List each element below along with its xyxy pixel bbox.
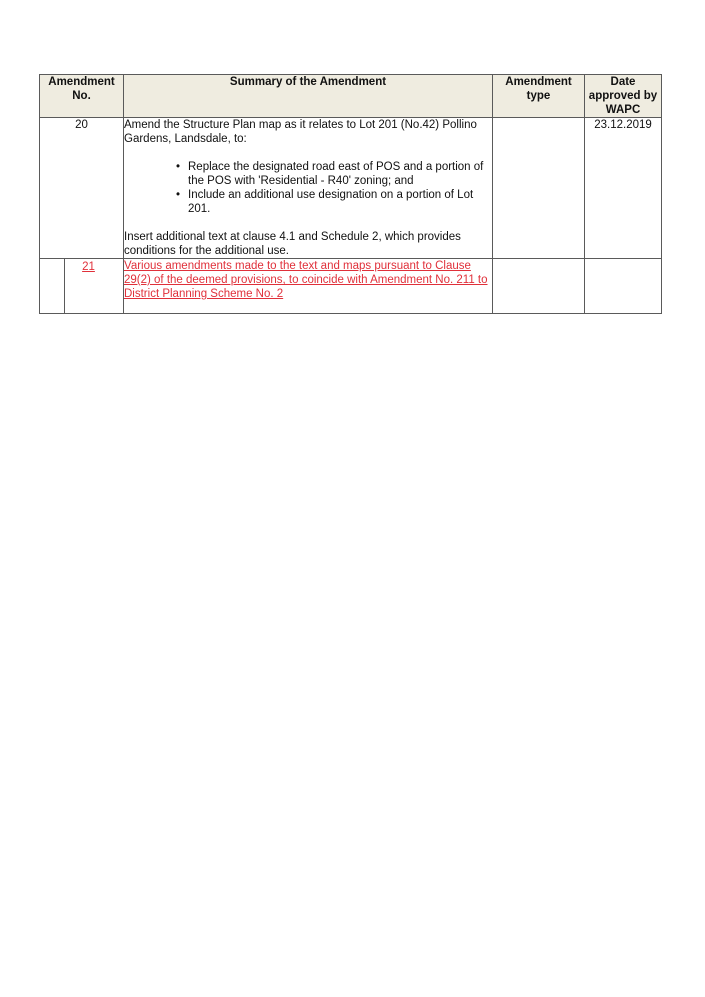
header-summary: Summary of the Amendment bbox=[124, 75, 493, 118]
amendment-summary bbox=[124, 118, 493, 259]
amendments-table bbox=[39, 74, 662, 314]
summary-bullet-item bbox=[176, 188, 492, 216]
amendment-summary bbox=[124, 259, 493, 314]
date-approved: 23.12.2019 bbox=[585, 118, 662, 259]
summary-bullet-text: Replace the designated road east of POS and a portion of the POS with 'Residential - R40' zoning; and bbox=[188, 161, 484, 187]
summary-outro-text: Insert additional text at clause 4.1 and Schedule 2, which provides conditions for the additional use. bbox=[124, 231, 461, 257]
table-row-amendment-21 bbox=[40, 259, 662, 314]
summary-bullet-text: Include an additional use designation on a portion of Lot 201. bbox=[188, 189, 474, 215]
bullet-icon: • bbox=[176, 161, 181, 173]
date-approved bbox=[585, 259, 662, 314]
amendment-number-link[interactable]: 21 bbox=[82, 261, 95, 273]
amendment-number: 20 bbox=[40, 118, 124, 259]
amendment-type bbox=[493, 259, 585, 314]
amendment-type bbox=[493, 118, 585, 259]
header-amendment-no: Amendment No. bbox=[40, 75, 124, 118]
amendment-number-cell bbox=[40, 259, 124, 314]
summary-intro-text: Amend the Structure Plan map as it relates to Lot 201 (No.42) Pollino Gardens, Landsdale, to: bbox=[124, 119, 477, 145]
amendment-summary-link[interactable]: Various amendments made to the text and maps pursuant to Clause 29(2) of the deemed provisions, to coincide with Amendment No. 211 to District Planning Scheme No. 2 bbox=[124, 260, 488, 300]
bullet-icon: • bbox=[176, 189, 181, 201]
table-row-amendment-20 bbox=[40, 118, 662, 259]
header-date-approved: Date approved by WAPC bbox=[585, 75, 662, 118]
summary-bullet-list bbox=[124, 160, 492, 216]
table-header-row bbox=[40, 75, 662, 118]
header-amendment-type: Amendment type bbox=[493, 75, 585, 118]
summary-bullet-item bbox=[176, 160, 492, 188]
